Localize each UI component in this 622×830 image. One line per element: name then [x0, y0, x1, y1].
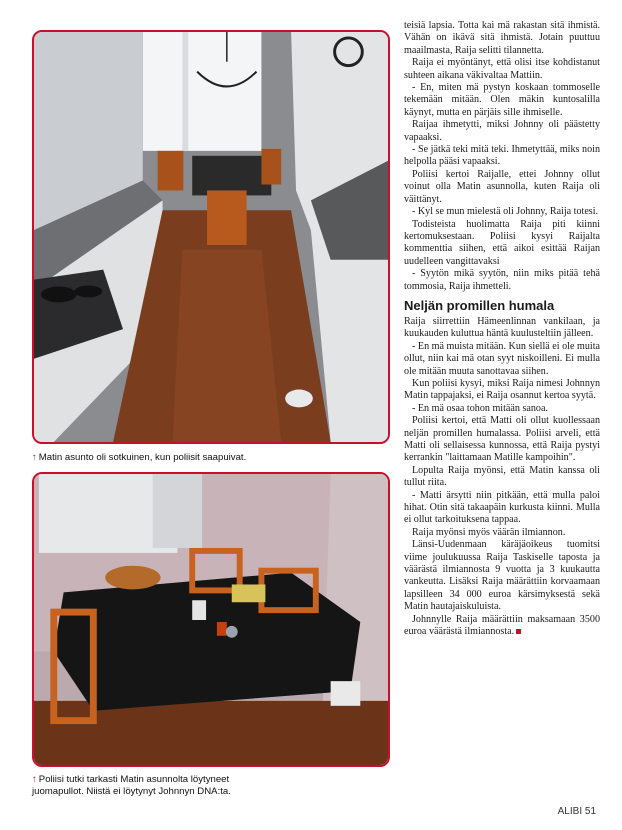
article-subheading: Neljän promillen humala	[404, 297, 555, 313]
article-paragraph: Poliisi kertoi, että Matti oli ollut kuollessaan neljän promillen humalassa. Poliisi arveli, että Matti oli sellaisessa kunnossa, että Raija pystyi kerrankin "laittamaan Matille kampoihin".	[404, 415, 600, 464]
article-paragraph-last	[404, 614, 600, 639]
article-paragraph: teisiä lapsia. Totta kai mä rakastan sitä ihmistä. Vähän on ikävä sitä ihmistä. Jotain puuttuu maailmasta, Raija selitti tilannetta.	[404, 20, 600, 56]
article-paragraph: Länsi-Uudenmaan käräjäoikeus tuomitsi viime joulukuussa Raija Taskiselle taposta ja väärästä ilmiannosta 9 vuotta ja 3 kuukautta vankeutta. Lisäksi Raija määrättiin korvaamaan lapsilleen 34 000 euroa kärsimyksestä sekä Matin hautajaiskuluista.	[404, 539, 600, 613]
article-text	[404, 20, 600, 639]
caption-arrow-icon: ↑	[32, 452, 37, 463]
article-last-text: Johnnylle Raija määrättiin maksamaan 3500 euroa väärästä ilmiannosta.	[404, 613, 600, 638]
article-paragraph: Lopulta Raija myönsi, että Matin kanssa oli tullut riita.	[404, 464, 600, 489]
article-paragraph: - Matti ärsytti niin pitkään, että mulla paloi hihat. Otin sitä takaapäin kurkusta kiinni. Mulla ei ollut tarkoituksena tappaa.	[404, 489, 600, 526]
caption-text-line: juomapullot. Niistä ei löytynyt Johnnyn DNA:ta.	[32, 786, 231, 797]
article-paragraph: Raijaa ihmetytti, miksi Johnny oli päästetty vapaaksi.	[404, 119, 600, 143]
article-paragraph: Raija myönsi myös väärän ilmiannon.	[412, 526, 566, 538]
photo-caption	[32, 452, 392, 464]
page-label: ALIBI 51	[557, 806, 596, 817]
dining-table-photo	[32, 472, 390, 767]
photo-caption	[32, 774, 392, 798]
kitchen-photo	[32, 30, 390, 444]
article-paragraph: Kun poliisi kysyi, miksi Raija nimesi Johnnyn Matin tappajaksi, ei Raija osannut kertoa syytä.	[404, 377, 600, 402]
article-paragraph: Poliisi kertoi Raijalle, ettei Johnny ollut voinut olla Matin asunnolla, kuten Raija oli väittänyt.	[404, 168, 600, 205]
page-number	[558, 806, 596, 817]
article-paragraph: Todisteista huolimatta Raija piti kiinni kertomuksestaan. Poliisi kysyi Raijalta kommenttia siihen, että aikoi esittää Raijan uudelleen vangittavaksi	[404, 218, 600, 267]
caption-text-line: Poliisi tutki tarkasti Matin asunnolta löytyneet	[38, 774, 230, 785]
end-mark-icon	[516, 629, 521, 634]
article-paragraph: - En mä muista mitään. Kun siellä ei ole muita ollut, niin kai mä otan syyt niskoilleni. Ei mulla ole mitään muuta sanottavaa siihen.	[404, 340, 600, 377]
article-paragraph: - En mä osaa tohon mitään sanoa.	[412, 402, 548, 414]
article-paragraph: - Kyl se mun mielestä oli Johnny, Raija totesi.	[412, 206, 599, 218]
caption-arrow-icon: ↑	[32, 774, 37, 785]
article-paragraph: - Se jätkä teki mitä teki. Ihmetyttää, miks noin helpolla pääsi vapaaksi.	[404, 144, 600, 168]
article-paragraph: Raija ei myöntänyt, että olisi itse kohdistanut suhteen aikana väkivaltaa Mattiin.	[404, 57, 600, 81]
article-paragraph: - Syytön mikä syytön, niin miks pitää tehä tommosia, Raija ihmetteli.	[404, 268, 600, 292]
caption-text: Matin asunto oli sotkuinen, kun poliisit saapuivat.	[38, 452, 247, 463]
article-paragraph: - En, miten mä pystyn koskaan tommoselle tekemään mitään. Olen mäkin kuntosalilla käynyt, mutta en pärjäis sille ihmiselle.	[404, 82, 600, 118]
article-paragraph: Raija siirrettiin Hämeenlinnan vankilaan, ja kuukauden kuluttua häntä kuulusteltiin jälleen.	[404, 315, 600, 340]
